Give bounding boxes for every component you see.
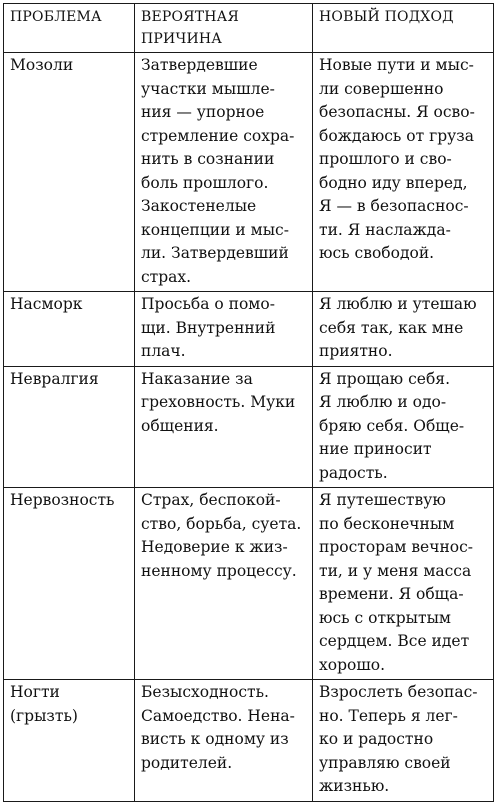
cell-problem — [4, 680, 135, 802]
cell-text-line: щи. Внутренний — [141, 318, 276, 337]
page — [3, 3, 493, 802]
cell-text-line: Ногти — [10, 683, 60, 701]
cell-text-line: Просьба о помо- — [141, 295, 275, 313]
cell-text-line: Невралгия — [10, 369, 99, 388]
cell-text-line: ти, и у меня масса — [319, 561, 472, 580]
cell-text-line: Безысходность. — [141, 683, 269, 701]
cell-text-line: Я путешествую — [319, 491, 446, 509]
cell-problem — [4, 292, 135, 367]
cell-text-line: боль прошлого. — [141, 173, 269, 192]
cell-cause — [135, 366, 313, 488]
header-text-line: ПРОБЛЕМА — [10, 9, 102, 25]
cell-approach — [313, 53, 494, 292]
header-cause — [135, 4, 313, 53]
cell-text-line: по бесконечным — [319, 514, 455, 533]
cell-text-line: ти. Я наслажда- — [319, 220, 451, 239]
cell-text-line: ние приносит — [319, 440, 432, 458]
cell-text-line: стремление сохра- — [141, 126, 295, 145]
cell-cause — [135, 680, 313, 802]
cell-text-line: Мозоли — [10, 56, 74, 74]
header-text-line: ВЕРОЯТНАЯ — [141, 9, 239, 25]
cell-text-line: Я — в безопаснос- — [319, 197, 469, 215]
cell-text-line: Самоедство. Нена- — [141, 706, 295, 725]
cell-text-line: Страх, беспокой- — [141, 491, 281, 509]
cell-problem — [4, 488, 135, 680]
cell-text-line: нить в сознании — [141, 150, 275, 168]
cell-text-line: плач. — [141, 342, 186, 360]
cell-text-line: времени. Я обща- — [319, 585, 464, 603]
cell-text-line: общения. — [141, 416, 219, 435]
cell-text-line: бождаюсь от груза — [319, 126, 474, 145]
cell-text-line: радость. — [319, 463, 388, 482]
cell-text-line: приятно. — [319, 342, 393, 360]
cell-text-line: ненному процессу. — [141, 561, 297, 580]
symptoms-table — [3, 3, 494, 802]
cell-text-line: себя так, как мне — [319, 318, 464, 337]
table-row — [4, 680, 494, 802]
table-row — [4, 488, 494, 680]
header-row — [4, 4, 494, 53]
cell-approach — [313, 366, 494, 488]
cell-text-line: Взрослеть безопас- — [319, 683, 478, 701]
cell-text-line: ли. Затвердевший — [141, 244, 289, 262]
cell-text-line: юсь с открытым — [319, 608, 451, 627]
cell-text-line: родителей. — [141, 753, 233, 772]
header-approach — [313, 4, 494, 53]
cell-text-line: Наказание за — [141, 369, 253, 388]
cell-text-line: бодно иду вперед, — [319, 173, 468, 192]
table-row — [4, 366, 494, 488]
cell-approach — [313, 680, 494, 802]
cell-text-line: управляю своей — [319, 753, 451, 772]
cell-approach — [313, 292, 494, 367]
cell-text-line: ли совершенно — [319, 79, 444, 98]
table-row — [4, 53, 494, 292]
table-header — [4, 4, 494, 53]
cell-text-line: хорошо. — [319, 655, 385, 674]
cell-text-line: прошлого и сво- — [319, 150, 452, 168]
cell-text-line: Закостенелые — [141, 197, 257, 215]
cell-problem — [4, 53, 135, 292]
cell-text-line: ко и радостно — [319, 730, 434, 748]
cell-text-line: Недоверие к жиз- — [141, 538, 288, 556]
header-text-line: НОВЫЙ ПОДХОД — [319, 9, 454, 25]
table-row — [4, 292, 494, 367]
cell-text-line: греховность. Муки — [141, 393, 296, 411]
cell-text-line: но. Теперь я лег- — [319, 706, 458, 725]
cell-text-line: жизнью. — [319, 777, 390, 795]
cell-text-line: Я люблю и одо- — [319, 393, 447, 411]
cell-problem — [4, 366, 135, 488]
cell-text-line: Насморк — [10, 295, 83, 313]
cell-cause — [135, 488, 313, 680]
cell-cause — [135, 292, 313, 367]
cell-text-line: концепции и мыс- — [141, 220, 289, 239]
cell-text-line: бряю себя. Обще- — [319, 416, 465, 435]
cell-text-line: Затвердевшие — [141, 56, 258, 74]
cell-text-line: участки мышле- — [141, 79, 275, 98]
cell-text-line: Нервозность — [10, 491, 115, 509]
cell-text-line: просторам вечнос- — [319, 538, 474, 556]
cell-text-line: юсь свободой. — [319, 244, 435, 262]
cell-text-line: сердцем. Все идет — [319, 632, 470, 650]
cell-text-line: ния — упорное — [141, 103, 265, 121]
cell-text-line: страх. — [141, 267, 192, 286]
cell-approach — [313, 488, 494, 680]
header-problem — [4, 4, 135, 53]
cell-text-line: (грызть) — [10, 706, 78, 725]
header-text-line: ПРИЧИНА — [141, 30, 223, 47]
cell-text-line: безопасны. Я осво- — [319, 103, 475, 121]
cell-text-line: Я люблю и утешаю — [319, 295, 477, 313]
table-body — [4, 53, 494, 802]
cell-cause — [135, 53, 313, 292]
cell-text-line: ство, борьба, суета. — [141, 514, 302, 533]
cell-text-line: висть к одному из — [141, 730, 289, 748]
cell-text-line: Я прощаю себя. — [319, 369, 450, 388]
cell-text-line: Новые пути и мыс- — [319, 56, 474, 74]
